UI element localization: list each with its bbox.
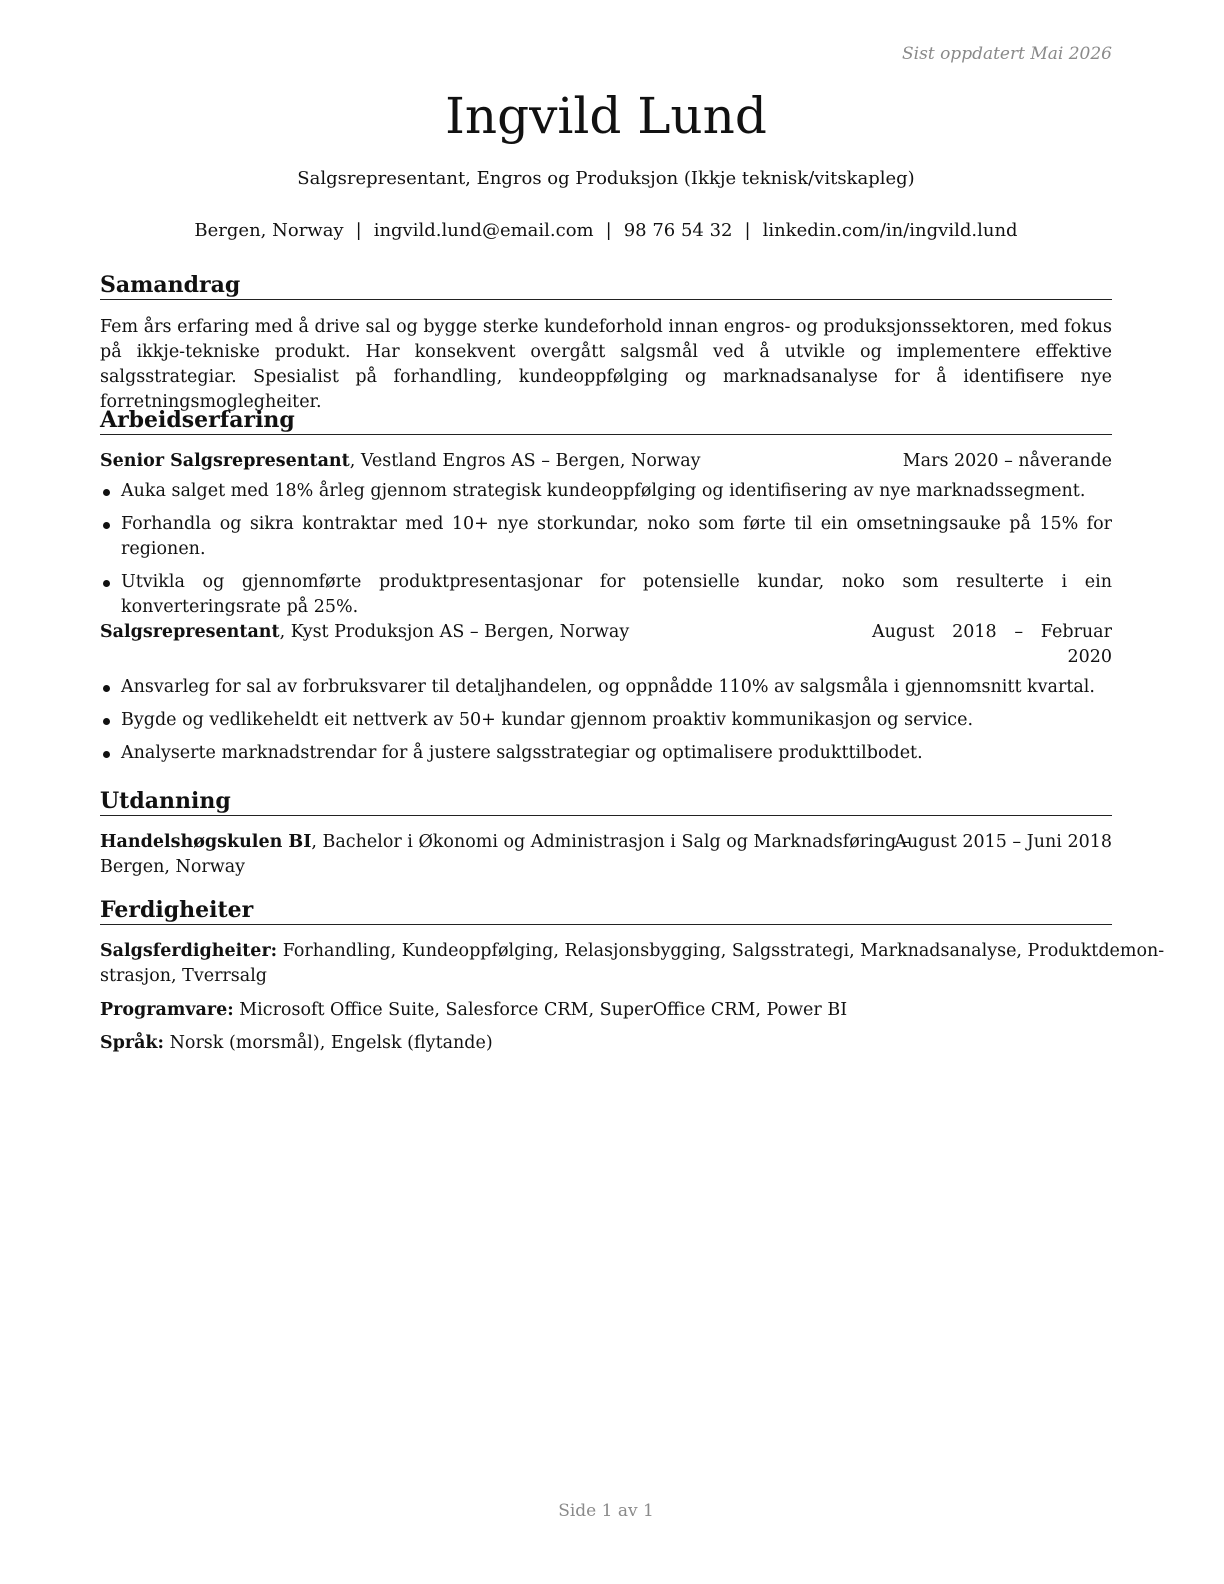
job-company: , Vestland Engros AS – Bergen, Norway bbox=[349, 451, 701, 471]
list-item bbox=[100, 479, 1112, 504]
section-title-experience: Arbeidserfaring bbox=[100, 406, 1112, 435]
job-title-line bbox=[100, 620, 629, 645]
section-title-skills: Ferdigheiter bbox=[100, 896, 1112, 925]
contact-separator: | bbox=[355, 220, 362, 241]
candidate-title: Salgsrepresentant, Engros og Produksjon (Ikkje teknisk/vitskapleg) bbox=[297, 168, 915, 189]
job-bullets bbox=[100, 479, 1112, 628]
bullet-icon bbox=[103, 489, 110, 496]
summary-text: Fem års erfaring med å drive sal og bygge sterke kundeforhold innan engros- og produksjonssektoren, med fokus på ikkje-tekniske produkt. Har konsekvent overgått salgsmål ved å utvikle og implementere effektive salgsstrategiar. Spesialist på forhandling, kundeoppfølging og marknadsanalyse for å identifisere nye forretningsmoglegheiter. bbox=[100, 317, 1112, 412]
contact-email[interactable]: ingvild.lund@email.com bbox=[373, 220, 594, 241]
job-bullets bbox=[100, 675, 1112, 774]
bullet-text: Auka salget med 18% årleg gjennom strategisk kundeoppfølging og identifisering av nye marknadssegment. bbox=[121, 481, 1086, 501]
skill-values: Microsoft Office Suite, Salesforce CRM, SuperOffice CRM, Power BI bbox=[233, 1000, 848, 1020]
bullet-icon bbox=[103, 685, 110, 692]
resume-page bbox=[100, 0, 1165, 1584]
job-dates-line: 2020 bbox=[1067, 647, 1112, 667]
section-title-education: Utdanning bbox=[100, 787, 1112, 816]
bullet-icon bbox=[103, 522, 110, 529]
contact-location: Bergen, Norway bbox=[194, 220, 344, 241]
page-number: Side 1 av 1 bbox=[558, 1501, 654, 1521]
contact-linkedin[interactable]: linkedin.com/in/ingvild.lund bbox=[762, 220, 1018, 241]
contact-separator: | bbox=[744, 220, 751, 241]
skill-values: Norsk (morsmål), Engelsk (flytande) bbox=[164, 1033, 493, 1053]
skill-label: Salgsferdigheiter: bbox=[100, 941, 278, 961]
bullet-icon bbox=[103, 718, 110, 725]
bullet-text: Forhandla og sikra kontraktar med 10+ nye storkundar, noko som førte til ein omsetningsauke på 15% for regionen. bbox=[121, 514, 1112, 559]
skill-line bbox=[100, 939, 1165, 964]
skill-label: Programvare: bbox=[100, 1000, 234, 1020]
job-company: , Kyst Produksjon AS – Bergen, Norway bbox=[279, 622, 630, 642]
skill-group bbox=[100, 998, 1112, 1023]
education-degree bbox=[100, 830, 911, 880]
skill-values-continued: strasjon, Tverrsalg bbox=[100, 966, 268, 986]
list-item bbox=[100, 708, 1112, 733]
bullet-text: Bygde og vedlikeheldt eit nettverk av 50+ kundar gjennom proaktiv kommunikasjon og service. bbox=[121, 710, 974, 730]
last-updated: Sist oppdatert Mai 2026 bbox=[902, 44, 1112, 64]
list-item bbox=[100, 741, 1112, 766]
job-dates: Mars 2020 – nåverande bbox=[902, 451, 1112, 471]
job-role: Salgsrepresentant bbox=[100, 622, 280, 642]
job-header bbox=[100, 620, 1112, 670]
candidate-name: Ingvild Lund bbox=[445, 87, 767, 145]
education-school: Handelshøgskulen BI bbox=[100, 832, 312, 852]
education-entry bbox=[100, 830, 1112, 880]
list-item bbox=[100, 675, 1112, 700]
job-dates bbox=[872, 620, 1112, 670]
skill-label: Språk: bbox=[100, 1033, 165, 1053]
bullet-icon bbox=[103, 751, 110, 758]
bullet-text: Analyserte marknadstrendar for å justere salgsstrategiar og optimalisere produkttilbodet. bbox=[121, 743, 923, 763]
job-title-line bbox=[100, 449, 701, 474]
bullet-text: Utvikla og gjennomførte produktpresentasjonar for potensielle kundar, noko som resulterte i ein konverteringsrate på 25%. bbox=[121, 572, 1112, 617]
education-dates: August 2015 – Juni 2018 bbox=[894, 832, 1112, 852]
job-dates-line: August 2018 – Februar bbox=[872, 622, 1112, 642]
contact-line bbox=[100, 219, 1112, 243]
skill-values: Forhandling, Kundeoppfølging, Relasjonsbygging, Salgsstrategi, Marknadsanalyse, Produktdemon- bbox=[277, 941, 1165, 961]
education-location: Bergen, Norway bbox=[100, 857, 246, 877]
contact-separator: | bbox=[605, 220, 612, 241]
skill-group bbox=[100, 1031, 1112, 1056]
job-header bbox=[100, 449, 1112, 474]
skill-group bbox=[100, 939, 1165, 989]
section-title-summary: Samandrag bbox=[100, 271, 1112, 300]
contact-phone: 98 76 54 32 bbox=[623, 220, 733, 241]
list-item bbox=[100, 570, 1112, 620]
education-line bbox=[100, 830, 911, 855]
list-item bbox=[100, 512, 1112, 562]
job-role: Senior Salgsrepresentant bbox=[100, 451, 350, 471]
bullet-text: Ansvarleg for sal av forbruksvarer til detaljhandelen, og oppnådde 110% av salgsmåla i gjennomsnitt kvartal. bbox=[121, 677, 1095, 697]
bullet-icon bbox=[103, 580, 110, 587]
education-degree-text: , Bachelor i Økonomi og Administrasjon i Salg og Marknadsføring – bbox=[311, 832, 911, 852]
